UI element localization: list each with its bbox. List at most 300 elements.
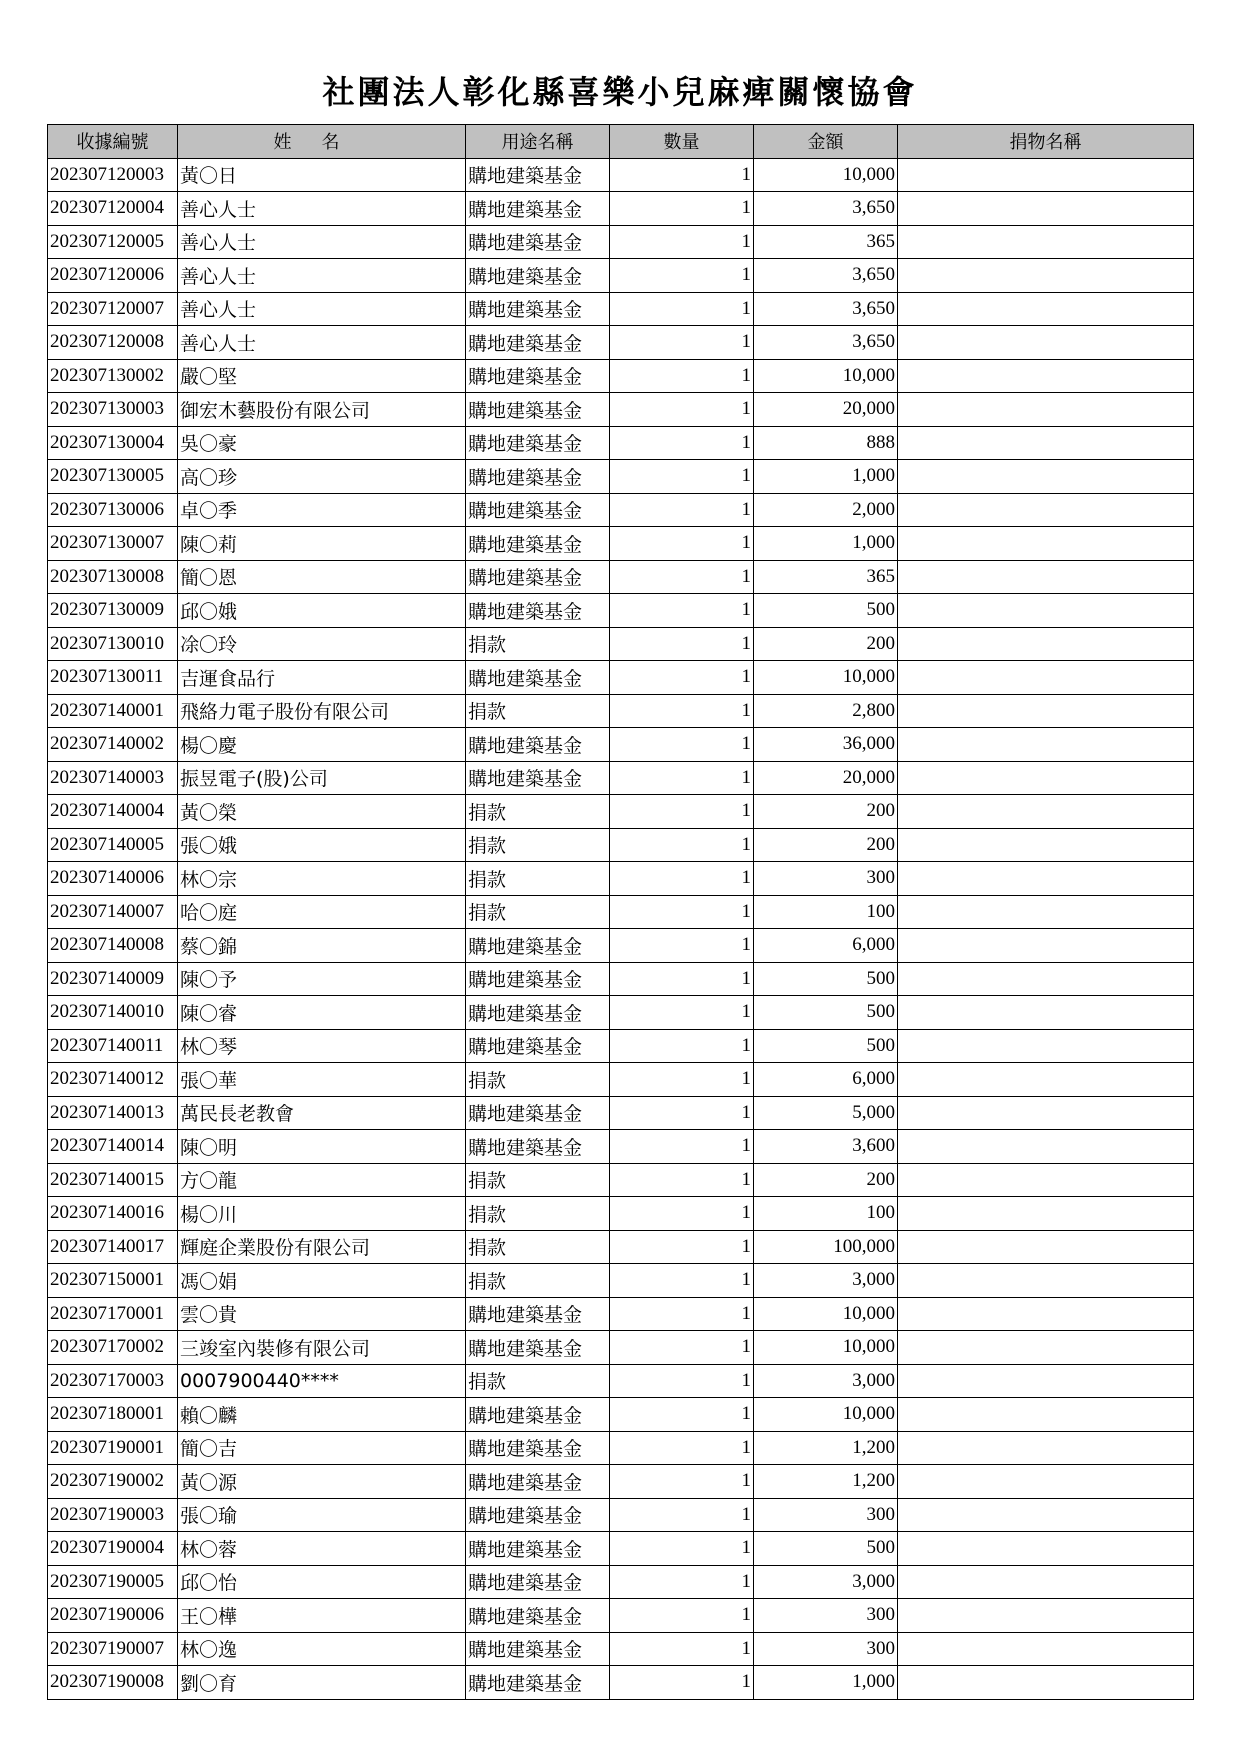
header-receipt-no: 收據編號 [48,125,178,159]
amount-cell: 3,000 [754,1364,898,1398]
table-row [48,996,1194,1030]
table-row [48,158,1194,192]
donor-name-cell: 哈〇庭 [178,895,466,929]
receipt-no-cell: 202307130009 [48,594,178,628]
receipt-no-cell: 202307190002 [48,1465,178,1499]
quantity-cell: 1 [610,560,754,594]
amount-cell: 3,600 [754,1130,898,1164]
donor-name-cell: 飛絡力電子股份有限公司 [178,694,466,728]
item-name-cell [898,1431,1194,1465]
donor-name-cell: 振昱電子(股)公司 [178,761,466,795]
purpose-cell: 購地建築基金 [466,661,610,695]
purpose-cell: 購地建築基金 [466,1565,610,1599]
purpose-cell: 購地建築基金 [466,728,610,762]
donor-name-cell: 陳〇莉 [178,527,466,561]
donor-name-cell: 黃〇榮 [178,795,466,829]
quantity-cell: 1 [610,1465,754,1499]
amount-cell: 300 [754,1599,898,1633]
purpose-cell: 購地建築基金 [466,460,610,494]
receipt-no-cell: 202307120005 [48,225,178,259]
item-name-cell [898,192,1194,226]
receipt-no-cell: 202307190005 [48,1565,178,1599]
purpose-cell: 捐款 [466,862,610,896]
donor-name-cell: 嚴〇堅 [178,359,466,393]
table-row [48,1197,1194,1231]
quantity-cell: 1 [610,661,754,695]
amount-cell: 200 [754,795,898,829]
item-name-cell [898,426,1194,460]
table-row [48,560,1194,594]
table-row [48,393,1194,427]
amount-cell: 20,000 [754,393,898,427]
donor-name-cell: 簡〇吉 [178,1431,466,1465]
purpose-cell: 購地建築基金 [466,1431,610,1465]
receipt-no-cell: 202307120006 [48,259,178,293]
header-item-name: 捐物名稱 [898,125,1194,159]
amount-cell: 6,000 [754,929,898,963]
purpose-cell: 購地建築基金 [466,996,610,1030]
quantity-cell: 1 [610,1498,754,1532]
donor-name-cell: 陳〇明 [178,1130,466,1164]
donor-name-cell: 善心人士 [178,292,466,326]
receipt-no-cell: 202307140004 [48,795,178,829]
amount-cell: 10,000 [754,1297,898,1331]
amount-cell: 20,000 [754,761,898,795]
quantity-cell: 1 [610,359,754,393]
table-row [48,1632,1194,1666]
quantity-cell: 1 [610,1431,754,1465]
header-amount: 金額 [754,125,898,159]
page-title: 社團法人彰化縣喜樂小兒麻痺關懷協會 [322,73,918,111]
purpose-cell: 購地建築基金 [466,1666,610,1700]
amount-cell: 10,000 [754,359,898,393]
receipt-no-cell: 202307140010 [48,996,178,1030]
donor-name-cell: 楊〇川 [178,1197,466,1231]
purpose-cell: 購地建築基金 [466,962,610,996]
amount-cell: 300 [754,862,898,896]
table-row [48,1096,1194,1130]
donor-name-cell: 陳〇睿 [178,996,466,1030]
purpose-cell: 購地建築基金 [466,1465,610,1499]
amount-cell: 888 [754,426,898,460]
amount-cell: 300 [754,1498,898,1532]
item-name-cell [898,1364,1194,1398]
amount-cell: 10,000 [754,158,898,192]
amount-cell: 2,000 [754,493,898,527]
purpose-cell: 購地建築基金 [466,1096,610,1130]
donor-name-cell: 黃〇日 [178,158,466,192]
purpose-cell: 捐款 [466,627,610,661]
quantity-cell: 1 [610,627,754,661]
donor-name-cell: 張〇娥 [178,828,466,862]
item-name-cell [898,795,1194,829]
donor-name-cell: 林〇琴 [178,1029,466,1063]
receipt-no-cell: 202307130004 [48,426,178,460]
amount-cell: 500 [754,996,898,1030]
amount-cell: 100,000 [754,1230,898,1264]
purpose-cell: 捐款 [466,1364,610,1398]
purpose-cell: 捐款 [466,1230,610,1264]
donor-name-cell: 馮〇娟 [178,1264,466,1298]
table-row [48,460,1194,494]
purpose-cell: 購地建築基金 [466,929,610,963]
table-row [48,1130,1194,1164]
item-name-cell [898,1498,1194,1532]
table-row [48,1331,1194,1365]
item-name-cell [898,1264,1194,1298]
item-name-cell [898,560,1194,594]
quantity-cell: 1 [610,460,754,494]
purpose-cell: 購地建築基金 [466,1331,610,1365]
item-name-cell [898,594,1194,628]
item-name-cell [898,1331,1194,1365]
item-name-cell [898,225,1194,259]
donor-name-cell: 輝庭企業股份有限公司 [178,1230,466,1264]
table-row [48,1565,1194,1599]
donor-name-cell: 陳〇予 [178,962,466,996]
table-row [48,1364,1194,1398]
donor-name-cell: 簡〇恩 [178,560,466,594]
purpose-cell: 捐款 [466,1264,610,1298]
receipt-no-cell: 202307140003 [48,761,178,795]
table-row [48,493,1194,527]
donor-name-cell: 凃〇玲 [178,627,466,661]
table-row [48,1297,1194,1331]
amount-cell: 500 [754,1029,898,1063]
purpose-cell: 購地建築基金 [466,326,610,360]
donor-name-cell: 吳〇豪 [178,426,466,460]
donor-name-cell: 善心人士 [178,259,466,293]
item-name-cell [898,1565,1194,1599]
donor-name-cell: 張〇華 [178,1063,466,1097]
receipt-no-cell: 202307150001 [48,1264,178,1298]
item-name-cell [898,359,1194,393]
item-name-cell [898,761,1194,795]
table-row [48,1465,1194,1499]
table-row [48,192,1194,226]
quantity-cell: 1 [610,1130,754,1164]
quantity-cell: 1 [610,426,754,460]
donor-name-cell: 王〇樺 [178,1599,466,1633]
receipt-no-cell: 202307130011 [48,661,178,695]
quantity-cell: 1 [610,895,754,929]
donor-name-cell: 御宏木藝股份有限公司 [178,393,466,427]
amount-cell: 365 [754,560,898,594]
donor-name-cell: 高〇珍 [178,460,466,494]
table-row [48,1498,1194,1532]
quantity-cell: 1 [610,862,754,896]
amount-cell: 10,000 [754,661,898,695]
donor-name-cell: 方〇龍 [178,1163,466,1197]
quantity-cell: 1 [610,1297,754,1331]
item-name-cell [898,627,1194,661]
purpose-cell: 購地建築基金 [466,426,610,460]
donor-name-cell: 蔡〇錦 [178,929,466,963]
receipt-no-cell: 202307120003 [48,158,178,192]
receipt-no-cell: 202307140014 [48,1130,178,1164]
header-quantity: 數量 [610,125,754,159]
item-name-cell [898,1632,1194,1666]
purpose-cell: 購地建築基金 [466,1297,610,1331]
quantity-cell: 1 [610,728,754,762]
receipt-no-cell: 202307130006 [48,493,178,527]
item-name-cell [898,1532,1194,1566]
amount-cell: 6,000 [754,1063,898,1097]
purpose-cell: 捐款 [466,795,610,829]
table-row [48,761,1194,795]
purpose-cell: 購地建築基金 [466,1130,610,1164]
purpose-cell: 捐款 [466,828,610,862]
purpose-cell: 捐款 [466,694,610,728]
quantity-cell: 1 [610,929,754,963]
table-row [48,1599,1194,1633]
receipt-no-cell: 202307190001 [48,1431,178,1465]
purpose-cell: 購地建築基金 [466,560,610,594]
quantity-cell: 1 [610,1264,754,1298]
table-row [48,1398,1194,1432]
item-name-cell [898,326,1194,360]
quantity-cell: 1 [610,1331,754,1365]
amount-cell: 300 [754,1632,898,1666]
donation-table [47,124,1194,1700]
purpose-cell: 購地建築基金 [466,493,610,527]
purpose-cell: 購地建築基金 [466,1532,610,1566]
quantity-cell: 1 [610,393,754,427]
amount-cell: 100 [754,895,898,929]
table-row [48,594,1194,628]
amount-cell: 1,200 [754,1431,898,1465]
receipt-no-cell: 202307140017 [48,1230,178,1264]
donor-name-cell: 邱〇娥 [178,594,466,628]
table-row [48,1264,1194,1298]
table-row [48,1532,1194,1566]
item-name-cell [898,862,1194,896]
donor-name-cell: 賴〇麟 [178,1398,466,1432]
item-name-cell [898,1163,1194,1197]
donor-name-cell: 黃〇源 [178,1465,466,1499]
receipt-no-cell: 202307190008 [48,1666,178,1700]
purpose-cell: 購地建築基金 [466,259,610,293]
receipt-no-cell: 202307140007 [48,895,178,929]
receipt-no-cell: 202307140001 [48,694,178,728]
receipt-no-cell: 202307140016 [48,1197,178,1231]
quantity-cell: 1 [610,962,754,996]
receipt-no-cell: 202307140012 [48,1063,178,1097]
donor-name-cell: 善心人士 [178,326,466,360]
item-name-cell [898,996,1194,1030]
donor-name-cell: 善心人士 [178,225,466,259]
donor-name-cell: 林〇逸 [178,1632,466,1666]
item-name-cell [898,1063,1194,1097]
amount-cell: 3,000 [754,1565,898,1599]
quantity-cell: 1 [610,1063,754,1097]
amount-cell: 3,650 [754,292,898,326]
table-row [48,259,1194,293]
item-name-cell [898,1297,1194,1331]
item-name-cell [898,460,1194,494]
purpose-cell: 捐款 [466,895,610,929]
item-name-cell [898,1599,1194,1633]
quantity-cell: 1 [610,694,754,728]
purpose-cell: 捐款 [466,1163,610,1197]
table-row [48,1431,1194,1465]
receipt-no-cell: 202307140015 [48,1163,178,1197]
table-row [48,828,1194,862]
purpose-cell: 購地建築基金 [466,225,610,259]
purpose-cell: 購地建築基金 [466,594,610,628]
quantity-cell: 1 [610,1632,754,1666]
receipt-no-cell: 202307140013 [48,1096,178,1130]
table-row [48,795,1194,829]
amount-cell: 10,000 [754,1398,898,1432]
amount-cell: 200 [754,627,898,661]
quantity-cell: 1 [610,1364,754,1398]
amount-cell: 1,000 [754,460,898,494]
amount-cell: 3,650 [754,259,898,293]
amount-cell: 5,000 [754,1096,898,1130]
donor-name-cell: 善心人士 [178,192,466,226]
amount-cell: 200 [754,828,898,862]
quantity-cell: 1 [610,1599,754,1633]
amount-cell: 500 [754,962,898,996]
quantity-cell: 1 [610,1565,754,1599]
amount-cell: 365 [754,225,898,259]
item-name-cell [898,1197,1194,1231]
amount-cell: 100 [754,1197,898,1231]
header-purpose: 用途名稱 [466,125,610,159]
receipt-no-cell: 202307140005 [48,828,178,862]
item-name-cell [898,1096,1194,1130]
table-row [48,292,1194,326]
receipt-no-cell: 202307190004 [48,1532,178,1566]
receipt-no-cell: 202307120004 [48,192,178,226]
table-row [48,359,1194,393]
quantity-cell: 1 [610,1197,754,1231]
receipt-no-cell: 202307190007 [48,1632,178,1666]
item-name-cell [898,929,1194,963]
donor-name-cell: 吉運食品行 [178,661,466,695]
table-row [48,627,1194,661]
table-body [48,158,1194,1699]
amount-cell: 1,000 [754,1666,898,1700]
item-name-cell [898,1398,1194,1432]
quantity-cell: 1 [610,828,754,862]
receipt-no-cell: 202307120008 [48,326,178,360]
item-name-cell [898,1130,1194,1164]
donor-name-cell: 林〇蓉 [178,1532,466,1566]
item-name-cell [898,694,1194,728]
receipt-no-cell: 202307130010 [48,627,178,661]
item-name-cell [898,728,1194,762]
table-row [48,694,1194,728]
donor-name-cell: 邱〇怡 [178,1565,466,1599]
table-row [48,1230,1194,1264]
purpose-cell: 購地建築基金 [466,1029,610,1063]
item-name-cell [898,527,1194,561]
quantity-cell: 1 [610,1666,754,1700]
purpose-cell: 捐款 [466,1063,610,1097]
table-row [48,728,1194,762]
receipt-no-cell: 202307130007 [48,527,178,561]
receipt-no-cell: 202307170003 [48,1364,178,1398]
quantity-cell: 1 [610,996,754,1030]
donor-name-cell: 楊〇慶 [178,728,466,762]
amount-cell: 500 [754,594,898,628]
receipt-no-cell: 202307130008 [48,560,178,594]
receipt-no-cell: 202307170002 [48,1331,178,1365]
quantity-cell: 1 [610,259,754,293]
receipt-no-cell: 202307190003 [48,1498,178,1532]
receipt-no-cell: 202307130002 [48,359,178,393]
table-row [48,1029,1194,1063]
table-row [48,1163,1194,1197]
table-row [48,962,1194,996]
amount-cell: 500 [754,1532,898,1566]
item-name-cell [898,1666,1194,1700]
amount-cell: 10,000 [754,1331,898,1365]
amount-cell: 2,800 [754,694,898,728]
quantity-cell: 1 [610,1398,754,1432]
quantity-cell: 1 [610,795,754,829]
donor-name-cell: 萬民長老教會 [178,1096,466,1130]
table-header-row [48,125,1194,159]
amount-cell: 1,200 [754,1465,898,1499]
table-row [48,929,1194,963]
item-name-cell [898,828,1194,862]
item-name-cell [898,259,1194,293]
quantity-cell: 1 [610,326,754,360]
purpose-cell: 購地建築基金 [466,1498,610,1532]
quantity-cell: 1 [610,594,754,628]
item-name-cell [898,1029,1194,1063]
item-name-cell [898,1465,1194,1499]
quantity-cell: 1 [610,192,754,226]
amount-cell: 36,000 [754,728,898,762]
receipt-no-cell: 202307140002 [48,728,178,762]
receipt-no-cell: 202307140009 [48,962,178,996]
quantity-cell: 1 [610,292,754,326]
item-name-cell [898,292,1194,326]
item-name-cell [898,661,1194,695]
table-row [48,1063,1194,1097]
table-row [48,862,1194,896]
receipt-no-cell: 202307140008 [48,929,178,963]
receipt-no-cell: 202307140006 [48,862,178,896]
quantity-cell: 1 [610,493,754,527]
receipt-no-cell: 202307130005 [48,460,178,494]
donor-name-cell: 雲〇貴 [178,1297,466,1331]
item-name-cell [898,493,1194,527]
receipt-no-cell: 202307140011 [48,1029,178,1063]
donor-name-cell: 林〇宗 [178,862,466,896]
purpose-cell: 捐款 [466,1197,610,1231]
table-row [48,527,1194,561]
table-row [48,895,1194,929]
header-name: 姓名 [178,125,466,159]
purpose-cell: 購地建築基金 [466,1599,610,1633]
purpose-cell: 購地建築基金 [466,1398,610,1432]
donor-name-cell: 0007900440**** [178,1364,466,1398]
donor-name-cell: 卓〇季 [178,493,466,527]
purpose-cell: 購地建築基金 [466,761,610,795]
purpose-cell: 購地建築基金 [466,192,610,226]
donor-name-cell: 張〇瑜 [178,1498,466,1532]
table-row [48,426,1194,460]
quantity-cell: 1 [610,1163,754,1197]
item-name-cell [898,895,1194,929]
receipt-no-cell: 202307130003 [48,393,178,427]
amount-cell: 1,000 [754,527,898,561]
